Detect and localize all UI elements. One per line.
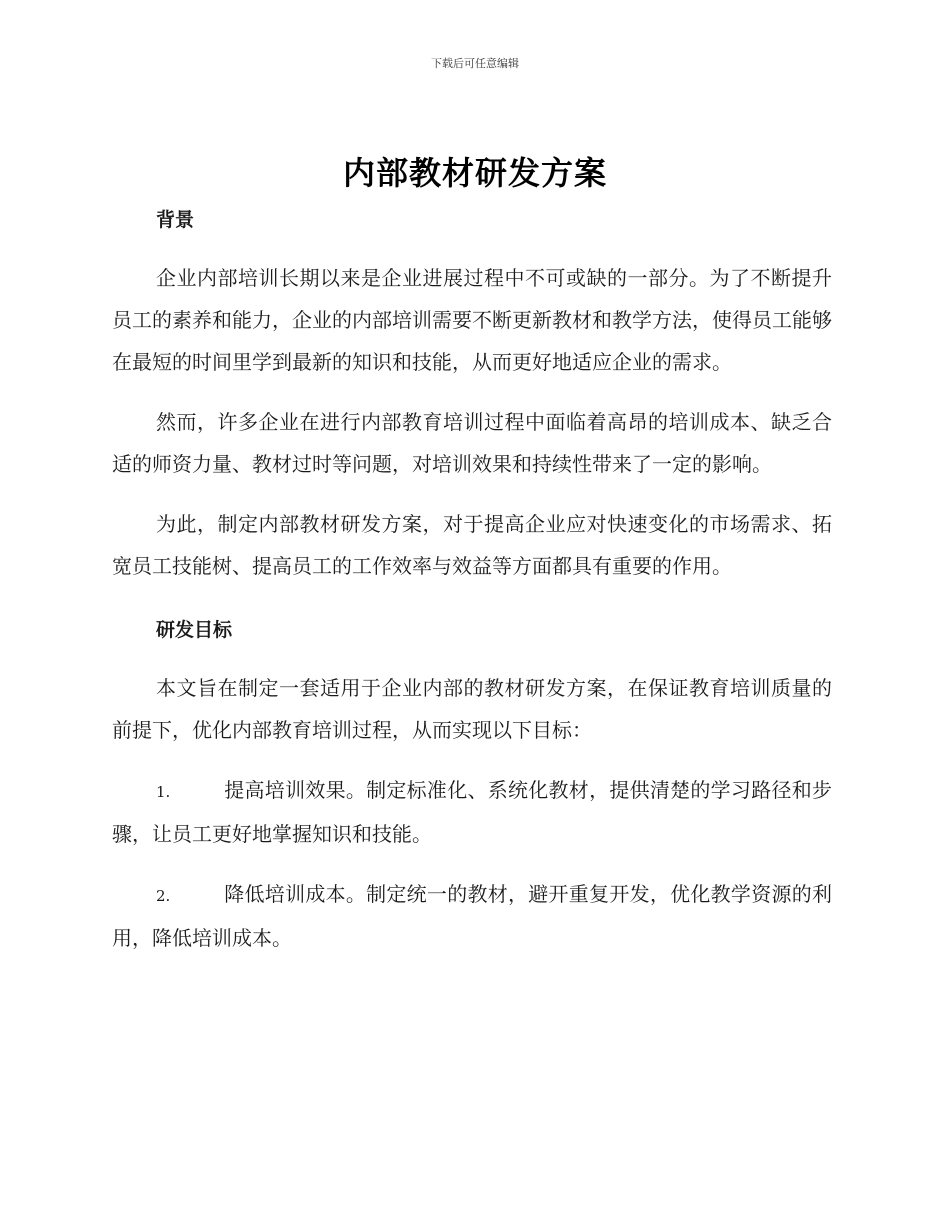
document-title: 内部教材研发方案 <box>342 154 607 192</box>
paragraph: 企业内部培训长期以来是企业进展过程中不可或缺的一部分。为了不断提升员工的素养和能力，企业的内部培训需要不断更新教材和教学方法，使得员工能够在最短的时间里学到最新的知识和技能，从而更好地适应企业的需求。 <box>112 266 832 374</box>
list-number: 1. <box>156 783 171 801</box>
list-number: 2. <box>156 887 171 905</box>
document-body <box>112 203 832 977</box>
list-item <box>112 769 832 855</box>
list-item-text: 提高培训效果。制定标准化、系统化教材，提供清楚的学习路径和步骤，让员工更好地掌握知识和技能。 <box>112 778 832 846</box>
header-note: 下载后可任意编辑 <box>431 57 519 70</box>
list-item-text: 降低培训成本。制定统一的教材，避开重复开发，优化教学资源的利用，降低培训成本。 <box>112 882 832 950</box>
paragraph: 为此，制定内部教材研发方案，对于提高企业应对快速变化的市场需求、拓宽员工技能树、提高员工的工作效率与效益等方面都具有重要的作用。 <box>112 512 832 578</box>
paragraph: 本文旨在制定一套适用于企业内部的教材研发方案，在保证教育培训质量的前提下，优化内部教育培训过程，从而实现以下目标： <box>112 676 832 742</box>
section-heading-goals: 研发目标 <box>156 619 233 641</box>
section-heading-background: 背景 <box>156 209 195 231</box>
paragraph: 然而，许多企业在进行内部教育培训过程中面临着高昂的培训成本、缺乏合适的师资力量、教材过时等问题，对培训效果和持续性带来了一定的影响。 <box>112 410 832 476</box>
list-item <box>112 873 832 959</box>
